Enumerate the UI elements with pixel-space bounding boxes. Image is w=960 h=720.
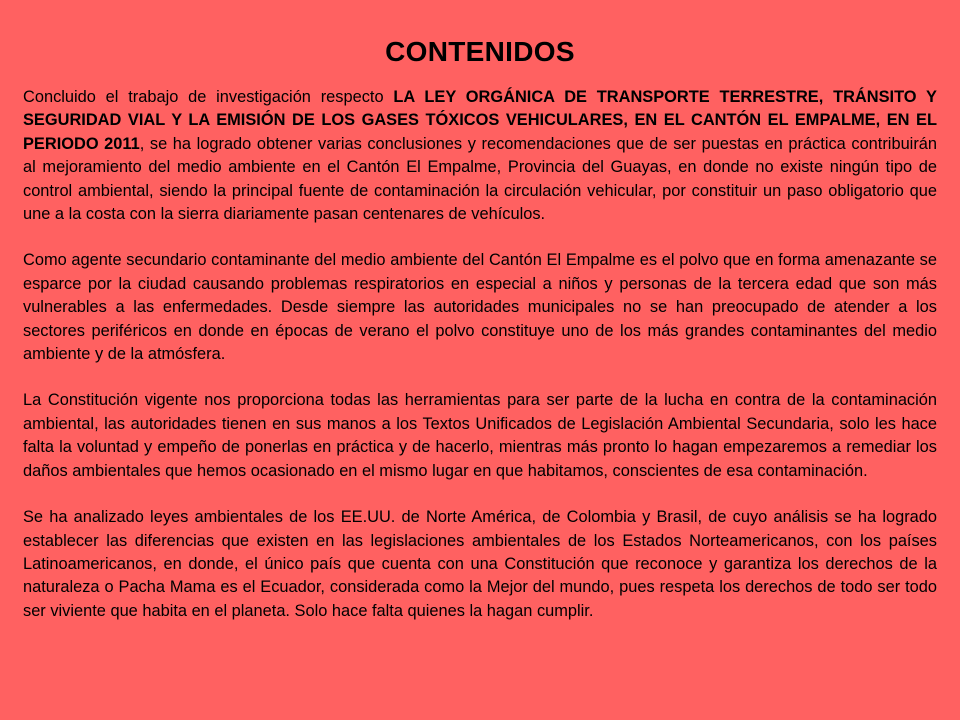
page-title: CONTENIDOS [385,36,575,67]
paragraph-1-rest: , se ha logrado obtener varias conclusiones y recomendaciones que de ser puestas en práctica contribuirán al mejoramiento del medio ambiente en el Cantón El Empalme, Provincia del Guayas, en donde no existe ningún tipo de control ambiental, siendo la principal fuente de contaminación la circulación vehicular, por constituir un paso obligatorio que une a la costa con la sierra diariamente pasan centenares de vehículos. [23,134,938,224]
paragraph-3: La Constitución vigente nos proporciona todas las herramientas para ser parte de la lucha en contra de la contaminación ambiental, las autoridades tienen en sus manos a los Textos Unificados de Legislación Ambiental Secundaria, solo les hace falta la voluntad y empeño de ponerlas en práctica y de hacerlo, mientras más pronto lo hagan empezaremos a remediar los daños ambientales que hemos ocasionado en el mismo lugar en que habitamos, conscientes de esa contaminación. [23,391,937,480]
paragraph-1-emphasis: LA LEY ORGÁNICA DE TRANSPORTE TERRESTRE, TRÁNSITO Y SEGURIDAD VIAL Y LA EMISIÓN DE LOS GASES TÓXICOS VEHICULARES, EN EL CANTÓN EL EMPALME, EN EL PERIODO 2011 [23,88,937,153]
paragraph-1 [23,86,937,226]
slide-body [23,86,937,623]
paragraph-1-intro: Concluido el trabajo de investigación respecto [23,88,394,106]
paragraph-2: Como agente secundario contaminante del medio ambiente del Cantón El Empalme es el polvo que en forma amenazante se esparce por la ciudad causando problemas respiratorios en especial a niños y personas de la tercera edad que son más vulnerables a las enfermedades. Desde siempre las autoridades municipales no se han preocupado de atender a los sectores periféricos en donde en épocas de verano el polvo constituye uno de los más grandes contaminantes del medio ambiente y de la atmósfera. [23,251,937,364]
paragraph-4: Se ha analizado leyes ambientales de los EE.UU. de Norte América, de Colombia y Brasil, de cuyo análisis se ha logrado establecer las diferencias que existen en las legislaciones ambientales de los Estados Norteamericanos, con los países Latinoamericanos, en donde, el único país que cuenta con una Constitución que reconoce y garantiza los derechos de la naturaleza o Pacha Mama es el Ecuador, considerada como la Mejor del mundo, pues respeta los derechos de todo ser todo ser viviente que habita en el planeta. Solo hace falta quienes la hagan cumplir. [23,508,937,620]
